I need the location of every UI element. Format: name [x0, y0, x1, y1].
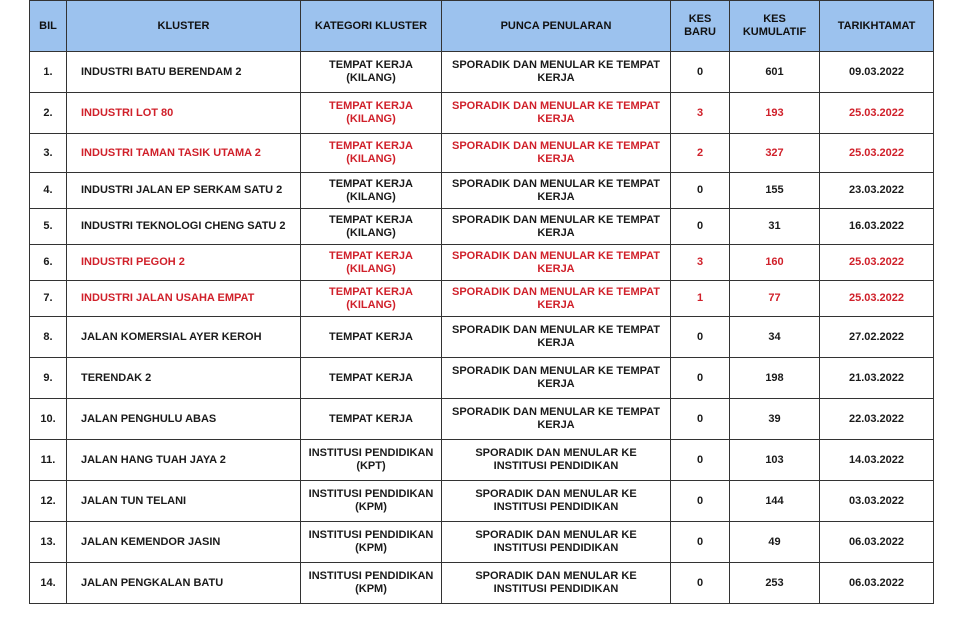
- punca-cell-line2: KERJA: [537, 378, 575, 390]
- bil-cell: 10.: [30, 399, 67, 440]
- kategori-cell-line1: INSTITUSI PENDIDIKAN: [308, 447, 434, 459]
- punca-cell-line1: SPORADIK DAN MENULAR KE TEMPAT: [452, 365, 660, 377]
- kes-kumulatif-cell: 193: [730, 93, 820, 134]
- punca-cell-line1: SPORADIK DAN MENULAR KE TEMPAT: [452, 324, 660, 336]
- punca-cell-line2: INSTITUSI PENDIDIKAN: [493, 542, 619, 554]
- kes-baru-cell: 3: [671, 93, 730, 134]
- kategori-cell-line2: (KILANG): [346, 262, 396, 275]
- kes-kumulatif-cell: 144: [730, 481, 820, 522]
- punca-cell-line2: KERJA: [537, 72, 575, 84]
- punca-cell-line2: INSTITUSI PENDIDIKAN: [493, 583, 619, 595]
- punca-cell-line1: SPORADIK DAN MENULAR KE TEMPAT: [452, 100, 660, 112]
- kategori-cell: [301, 93, 442, 134]
- kes-kumulatif-cell: 160: [730, 245, 820, 281]
- kategori-cell-line1: TEMPAT KERJA: [329, 330, 413, 343]
- table-row: [30, 563, 934, 604]
- kes-kumulatif-cell: 103: [730, 440, 820, 481]
- header-bil: BIL: [30, 1, 67, 52]
- punca-cell-line2: INSTITUSI PENDIDIKAN: [493, 460, 619, 472]
- kategori-cell: [301, 173, 442, 209]
- punca-cell-line2: KERJA: [537, 153, 575, 165]
- punca-cell: [442, 440, 671, 481]
- punca-cell-line1: SPORADIK DAN MENULAR KE TEMPAT: [452, 59, 660, 71]
- punca-cell-line1: SPORADIK DAN MENULAR KE: [475, 570, 637, 582]
- kluster-cell: JALAN KEMENDOR JASIN: [67, 522, 301, 563]
- kategori-cell: [301, 358, 442, 399]
- table-row: [30, 358, 934, 399]
- tarikh-cell: 06.03.2022: [820, 563, 934, 604]
- kluster-cell: INDUSTRI LOT 80: [67, 93, 301, 134]
- punca-cell: [442, 281, 671, 317]
- table-row: [30, 245, 934, 281]
- kluster-cell: JALAN KOMERSIAL AYER KEROH: [67, 317, 301, 358]
- header-kes-baru-line1: KES: [688, 13, 712, 25]
- bil-cell: 3.: [30, 134, 67, 173]
- tarikh-cell: 27.02.2022: [820, 317, 934, 358]
- kes-baru-cell: 0: [671, 209, 730, 245]
- kategori-cell: [301, 522, 442, 563]
- bil-cell: 7.: [30, 281, 67, 317]
- kategori-cell-line2: (KILANG): [346, 153, 396, 165]
- kategori-cell-line2: (KILANG): [346, 226, 396, 239]
- punca-cell-line2: KERJA: [537, 190, 575, 203]
- table-row: [30, 399, 934, 440]
- kategori-cell-line1: TEMPAT KERJA: [329, 59, 413, 71]
- bil-cell: 9.: [30, 358, 67, 399]
- punca-cell-line1: SPORADIK DAN MENULAR KE TEMPAT: [452, 140, 660, 152]
- table-row: [30, 440, 934, 481]
- kes-baru-cell: 1: [671, 281, 730, 317]
- punca-cell-line2: KERJA: [537, 337, 575, 349]
- kluster-cell: INDUSTRI PEGOH 2: [67, 245, 301, 281]
- punca-cell: [442, 317, 671, 358]
- bil-cell: 5.: [30, 209, 67, 245]
- kes-kumulatif-cell: 253: [730, 563, 820, 604]
- header-tarikh: TARIKHTAMAT: [820, 1, 934, 52]
- punca-cell: [442, 358, 671, 399]
- kluster-cell: TERENDAK 2: [67, 358, 301, 399]
- kategori-cell-line2: (KILANG): [346, 72, 396, 84]
- kes-baru-cell: 0: [671, 481, 730, 522]
- kategori-cell: [301, 481, 442, 522]
- bil-cell: 2.: [30, 93, 67, 134]
- punca-cell-line2: KERJA: [537, 113, 575, 125]
- kategori-cell-line2: (KILANG): [346, 113, 396, 125]
- tarikh-cell: 25.03.2022: [820, 93, 934, 134]
- punca-cell-line1: SPORADIK DAN MENULAR KE: [475, 488, 637, 500]
- kes-baru-cell: 0: [671, 563, 730, 604]
- punca-cell: [442, 563, 671, 604]
- kategori-cell-line1: TEMPAT KERJA: [329, 285, 413, 298]
- kategori-cell-line1: TEMPAT KERJA: [329, 249, 413, 262]
- bil-cell: 12.: [30, 481, 67, 522]
- kategori-cell: [301, 563, 442, 604]
- kategori-cell: [301, 399, 442, 440]
- kluster-cell: INDUSTRI TEKNOLOGI CHENG SATU 2: [67, 209, 301, 245]
- punca-cell-line1: SPORADIK DAN MENULAR KE TEMPAT: [452, 249, 660, 262]
- kategori-cell-line2: (KPM): [355, 583, 387, 595]
- kes-baru-cell: 0: [671, 399, 730, 440]
- kes-kumulatif-cell: 77: [730, 281, 820, 317]
- kategori-cell-line2: (KPT): [356, 460, 386, 472]
- kategori-cell-line1: TEMPAT KERJA: [329, 371, 413, 384]
- kategori-cell-line1: INSTITUSI PENDIDIKAN: [308, 529, 434, 541]
- punca-cell: [442, 52, 671, 93]
- table-row: [30, 317, 934, 358]
- punca-cell-line1: SPORADIK DAN MENULAR KE TEMPAT: [452, 406, 660, 418]
- tarikh-cell: 25.03.2022: [820, 134, 934, 173]
- kategori-cell-line1: TEMPAT KERJA: [329, 213, 413, 226]
- kluster-cell: INDUSTRI JALAN EP SERKAM SATU 2: [67, 173, 301, 209]
- kes-kumulatif-cell: 327: [730, 134, 820, 173]
- punca-cell: [442, 173, 671, 209]
- bil-cell: 4.: [30, 173, 67, 209]
- kategori-cell-line1: TEMPAT KERJA: [329, 140, 413, 152]
- kes-kumulatif-cell: 34: [730, 317, 820, 358]
- kategori-cell-line2: (KILANG): [346, 298, 396, 311]
- tarikh-cell: 21.03.2022: [820, 358, 934, 399]
- punca-cell-line1: SPORADIK DAN MENULAR KE TEMPAT: [452, 213, 660, 226]
- kes-baru-cell: 0: [671, 522, 730, 563]
- punca-cell-line2: KERJA: [537, 298, 575, 311]
- bil-cell: 14.: [30, 563, 67, 604]
- kes-baru-cell: 0: [671, 317, 730, 358]
- kategori-cell: [301, 134, 442, 173]
- table-row: [30, 93, 934, 134]
- punca-cell: [442, 245, 671, 281]
- punca-cell: [442, 481, 671, 522]
- kategori-cell: [301, 317, 442, 358]
- punca-cell: [442, 134, 671, 173]
- punca-cell-line1: SPORADIK DAN MENULAR KE TEMPAT: [452, 285, 660, 298]
- header-kategori: KATEGORI KLUSTER: [301, 1, 442, 52]
- header-kes-kum-line1: KES: [763, 13, 786, 25]
- kategori-cell-line2: (KPM): [355, 542, 387, 554]
- table-row: [30, 134, 934, 173]
- kes-baru-cell: 3: [671, 245, 730, 281]
- kategori-cell-line2: (KPM): [355, 501, 387, 513]
- punca-cell-line1: SPORADIK DAN MENULAR KE: [475, 447, 637, 459]
- kes-kumulatif-cell: 31: [730, 209, 820, 245]
- kategori-cell-line1: TEMPAT KERJA: [329, 100, 413, 112]
- tarikh-cell: 03.03.2022: [820, 481, 934, 522]
- kategori-cell: [301, 281, 442, 317]
- tarikh-cell: 14.03.2022: [820, 440, 934, 481]
- table-row: [30, 173, 934, 209]
- punca-cell: [442, 209, 671, 245]
- table-row: [30, 281, 934, 317]
- kategori-cell-line1: TEMPAT KERJA: [329, 412, 413, 425]
- kes-baru-cell: 0: [671, 173, 730, 209]
- kluster-cell: JALAN PENGHULU ABAS: [67, 399, 301, 440]
- kategori-cell-line2: (KILANG): [346, 190, 396, 203]
- kes-kumulatif-cell: 49: [730, 522, 820, 563]
- punca-cell-line2: KERJA: [537, 419, 575, 431]
- punca-cell: [442, 399, 671, 440]
- punca-cell-line1: SPORADIK DAN MENULAR KE TEMPAT: [452, 177, 660, 190]
- kes-kumulatif-cell: 39: [730, 399, 820, 440]
- bil-cell: 11.: [30, 440, 67, 481]
- bil-cell: 8.: [30, 317, 67, 358]
- punca-cell-line2: KERJA: [537, 226, 575, 239]
- kluster-cell: JALAN HANG TUAH JAYA 2: [67, 440, 301, 481]
- punca-cell: [442, 522, 671, 563]
- cluster-table: [29, 0, 934, 604]
- bil-cell: 1.: [30, 52, 67, 93]
- kes-kumulatif-cell: 198: [730, 358, 820, 399]
- tarikh-cell: 22.03.2022: [820, 399, 934, 440]
- header-row: [30, 1, 934, 52]
- tarikh-cell: 16.03.2022: [820, 209, 934, 245]
- table-row: [30, 522, 934, 563]
- bil-cell: 13.: [30, 522, 67, 563]
- table-row: [30, 52, 934, 93]
- kes-baru-cell: 2: [671, 134, 730, 173]
- kategori-cell: [301, 52, 442, 93]
- kategori-cell: [301, 209, 442, 245]
- kes-baru-cell: 0: [671, 440, 730, 481]
- header-kes-baru-line2: BARU: [684, 26, 716, 38]
- kategori-cell-line1: INSTITUSI PENDIDIKAN: [308, 570, 434, 582]
- kategori-cell-line1: INSTITUSI PENDIDIKAN: [308, 488, 434, 500]
- kategori-cell: [301, 245, 442, 281]
- header-kes-baru: [671, 1, 730, 52]
- tarikh-cell: 23.03.2022: [820, 173, 934, 209]
- bil-cell: 6.: [30, 245, 67, 281]
- punca-cell-line1: SPORADIK DAN MENULAR KE: [475, 529, 637, 541]
- tarikh-cell: 25.03.2022: [820, 281, 934, 317]
- header-kes-kumulatif: [730, 1, 820, 52]
- header-kluster: KLUSTER: [67, 1, 301, 52]
- tarikh-cell: 09.03.2022: [820, 52, 934, 93]
- punca-cell: [442, 93, 671, 134]
- kluster-cell: JALAN TUN TELANI: [67, 481, 301, 522]
- table-row: [30, 209, 934, 245]
- punca-cell-line2: INSTITUSI PENDIDIKAN: [493, 501, 619, 513]
- table-row: [30, 481, 934, 522]
- header-punca: PUNCA PENULARAN: [442, 1, 671, 52]
- punca-cell-line2: KERJA: [537, 262, 575, 275]
- kes-kumulatif-cell: 601: [730, 52, 820, 93]
- kes-kumulatif-cell: 155: [730, 173, 820, 209]
- tarikh-cell: 25.03.2022: [820, 245, 934, 281]
- kategori-cell: [301, 440, 442, 481]
- kluster-cell: INDUSTRI BATU BERENDAM 2: [67, 52, 301, 93]
- kategori-cell-line1: TEMPAT KERJA: [329, 177, 413, 190]
- tarikh-cell: 06.03.2022: [820, 522, 934, 563]
- kluster-cell: INDUSTRI TAMAN TASIK UTAMA 2: [67, 134, 301, 173]
- kes-baru-cell: 0: [671, 358, 730, 399]
- header-kes-kum-line2: KUMULATIF: [742, 26, 807, 38]
- kluster-cell: INDUSTRI JALAN USAHA EMPAT: [67, 281, 301, 317]
- kluster-cell: JALAN PENGKALAN BATU: [67, 563, 301, 604]
- kes-baru-cell: 0: [671, 52, 730, 93]
